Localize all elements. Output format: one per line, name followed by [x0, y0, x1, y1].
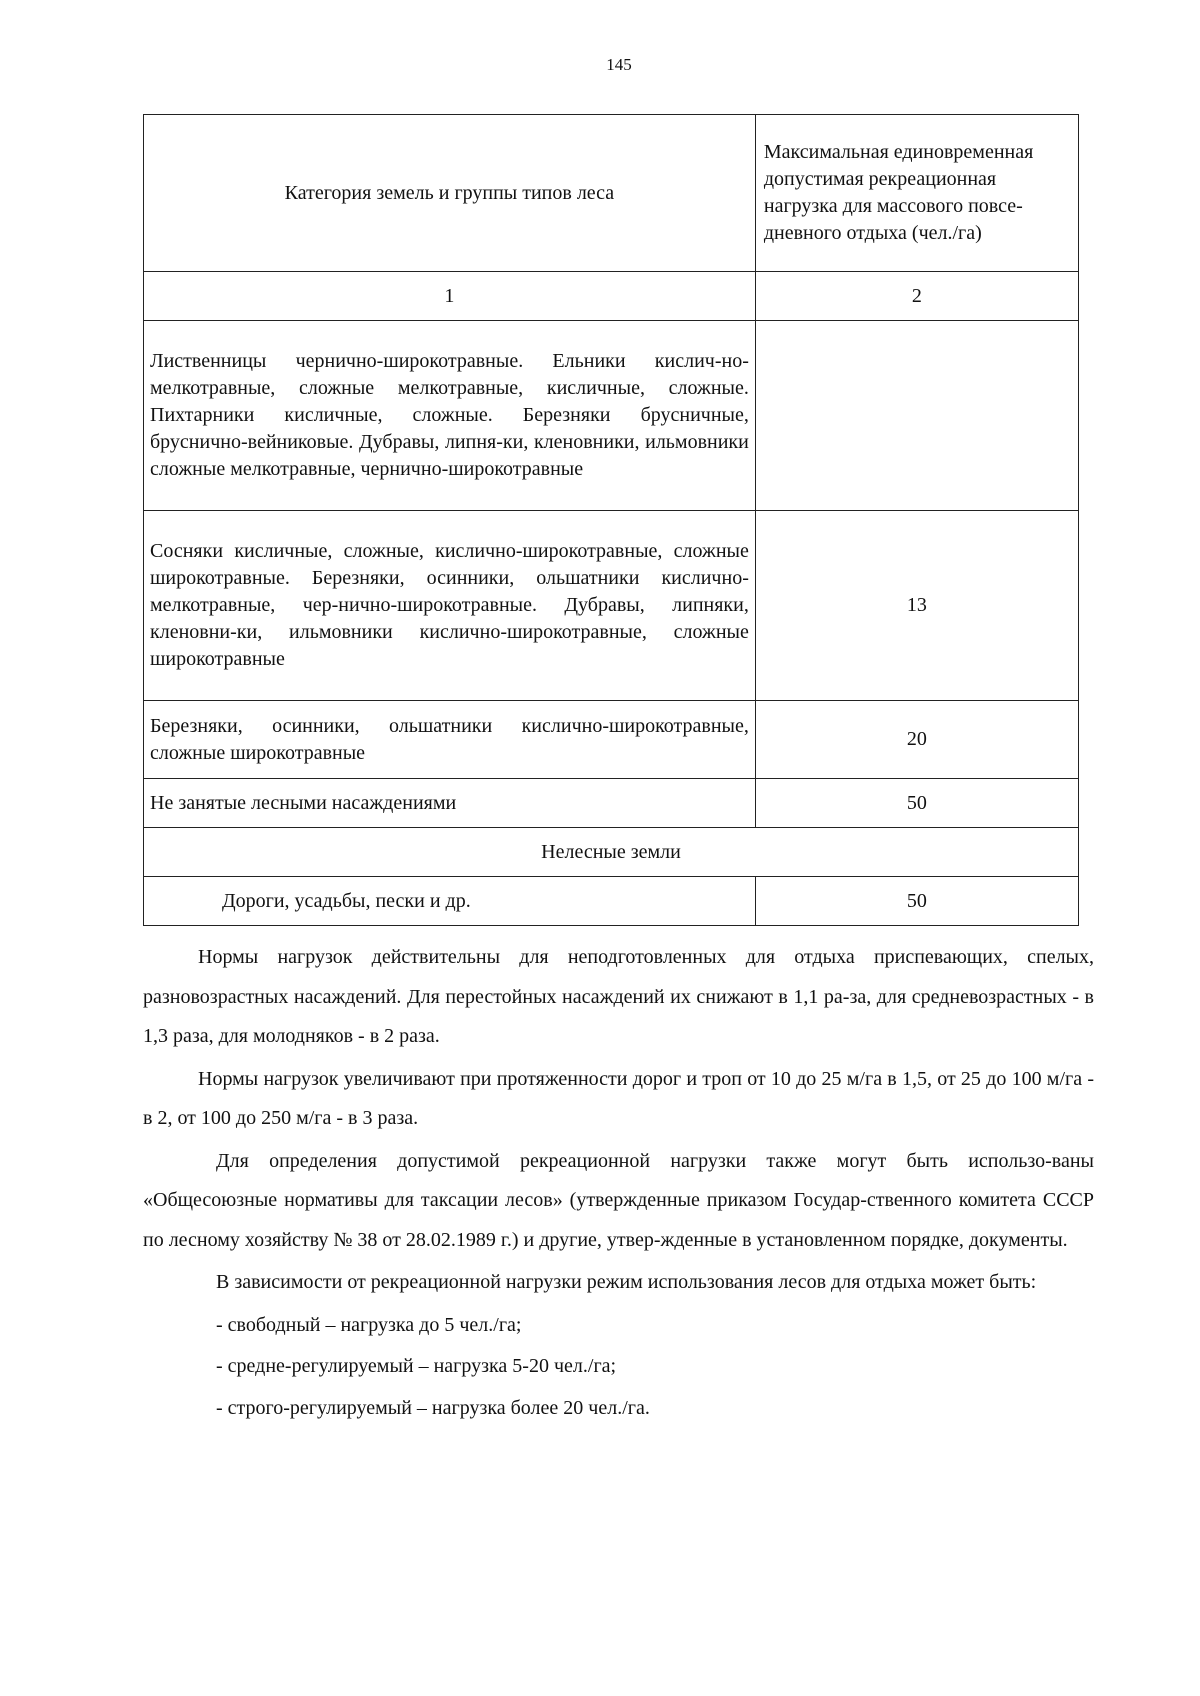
list-item: - средне-регулируемый – нагрузка 5-20 чел./га;: [216, 1355, 617, 1377]
row-category: Дороги, усадьбы, пески и др.: [144, 877, 756, 926]
list-item: - свободный – нагрузка до 5 чел./га;: [216, 1313, 522, 1336]
table-row: [144, 779, 1079, 828]
section-heading: Нелесные земли: [144, 828, 1079, 877]
row-value: 20: [755, 701, 1078, 779]
row-value: 50: [755, 779, 1078, 828]
row-value: 13: [755, 511, 1078, 701]
table-row: [144, 877, 1079, 926]
list-item: - строго-регулируемый – нагрузка более 20 чел./га.: [216, 1396, 650, 1419]
row-category: Березняки, осинники, ольшатники кислично-широкотравные, сложные широкотравные: [144, 701, 756, 779]
paragraph: Нормы нагрузок действительны для неподготовленных для отдыха приспевающих, спелых, разновозрастных насаждений. Для перестойных насаждений их снижают в 1,1 ра-за, для средневозрастных - в 1,3 раза, для молодняков - в 2 раза.: [143, 946, 1094, 1047]
row-category: Сосняки кисличные, сложные, кислично-широкотравные, сложные широкотравные. Березняки, осинники, ольшатники кислично-мелкотравные, чер-нично-широкотравные. Дубравы, липняки, кленовни-ки, ильмовники кислично-широкотравные, сложные широкотравные: [144, 511, 756, 701]
recreation-load-table: [143, 114, 1079, 926]
row-category: Не занятые лесными насаждениями: [144, 779, 756, 828]
column-number-1: 1: [144, 272, 756, 321]
row-category: Лиственницы чернично-широкотравные. Ельники кислич-но-мелкотравные, сложные мелкотравные, кисличные, сложные. Пихтарники кисличные, сложные. Березняки брусничные, бруснично-вейниковые. Дубравы, липня-ки, кленовники, ильмовники сложные мелкотравные, чернично-широкотравные: [144, 321, 756, 511]
page-number: 145: [606, 55, 632, 74]
column-number-2: 2: [755, 272, 1078, 321]
paragraph: В зависимости от рекреационной нагрузки режим использования лесов для отдыха может быть:: [216, 1271, 1037, 1293]
table-row: [144, 511, 1079, 701]
table-row: [144, 321, 1079, 511]
table-section-row: [144, 828, 1079, 877]
mode-list: [143, 1306, 1094, 1429]
table-row: [144, 701, 1079, 779]
header-max-load: Максимальная единовременная допустимая рекреационная нагрузка для массового повсе-дневного отдыха (чел./га): [755, 115, 1078, 272]
table-numbering-row: [144, 272, 1079, 321]
paragraph: Для определения допустимой рекреационной нагрузки также могут быть использо-ваны «Общесоюзные нормативы для таксации лесов» (утвержденные приказом Государ-ственного комитета СССР по лесному хозяйству № 38 от 28.02.1989 г.) и другие, утвер-жденные в установленном порядке, документы.: [143, 1149, 1094, 1251]
header-category: Категория земель и группы типов леса: [144, 115, 756, 272]
body-text: [143, 938, 1094, 1430]
table-header-row: [144, 115, 1079, 272]
row-value: [755, 321, 1078, 511]
row-value: 50: [755, 877, 1078, 926]
paragraph: Нормы нагрузок увеличивают при протяженности дорог и троп от 10 до 25 м/га в 1,5, от 25 до 100 м/га - в 2, от 100 до 250 м/га - в 3 раза.: [143, 1067, 1094, 1129]
